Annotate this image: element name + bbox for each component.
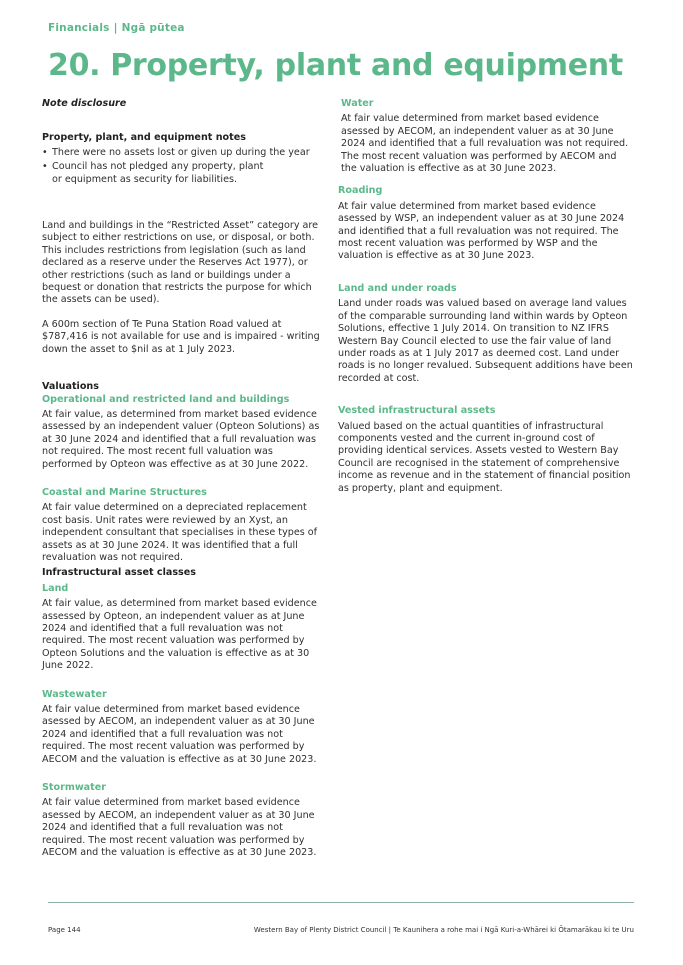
coastal-marine-text: At fair value determined on a depreciated replacement cost basis. Unit rates were reviewed by an Xyst, an independent consultant that specialises in these types of assets as at 30 June 2024. It was identified that a full revaluation was not required. [42,502,318,563]
wastewater-text: At fair value determined from market based evidence asessed by AECOM, an independent valuer as at 30 June 2024 and identified that a full revaluation was not required. The most recent valuation was performed by AECOM and the valuation is effective as at 30 June 2023. [42,704,317,765]
land-text: At fair value, as determined from market based evidence assessed by Opteon, an independent valuer as at June 2024 and identified that a full revaluation was not required. The most recent valuation was performed by Opteon Solutions and the valuation is effective as at 30 June 2022. [42,598,317,672]
restricted-assets-paragraph: Land and buildings in the “Restricted Asset” category are subject to either restrictions on use, or disposal, or both. This includes restrictions from legislation (such as land declared as a reserve under the Reserves Act 1977), or other restrictions (such as land or buildings under a bequest or donation that restricts the purpose for which the assets can be used). [42,220,319,306]
right-column [338,98,634,495]
land-under-roads-heading: Land and under roads [338,282,457,294]
ppe-notes-heading: Property, plant, and equipment notes [42,132,246,144]
wastewater-heading: Wastewater [42,688,107,700]
section-name: Financials [48,22,110,34]
ppe-notes-list [42,147,326,186]
list-item: • Council has not pledged any property, plant or equipment as security for liabilities. [42,161,326,186]
header-separator: | [113,22,118,34]
land-under-roads-text: Land under roads was valued based on average land values of the comparable surrounding land within wards by Opteon Solutions, effective 1 July 2014. On transition to NZ IFRS Western Bay Council elected to use the fair value of land under roads as at 1 July 2017 as deemed cost. Land under roads is no longer revalued. Subsequent additions have been recorded at cost. [338,298,633,384]
page-number: Page 144 [48,926,81,934]
coastal-marine-heading: Coastal and Marine Structures [42,486,207,498]
roading-text: At fair value determined from market based evidence asessed by WSP, an independent valuer as at 30 June 2024 and identified that a full revaluation was not required. The most recent valuation was performed by WSP and the valuation is effective as at 30 June 2023. [338,200,625,262]
stormwater-heading: Stormwater [42,782,106,794]
section-name-maori: Ngā pūtea [121,22,185,34]
operational-land-text: At fair value, as determined from market based evidence assessed by an independent valuer (Opteon Solutions) as at 30 June 2024 and identified that a full revaluation was not required. The most recent full valuation was performed by Opteon was effective as at 30 June 2022. [42,408,320,470]
publication-title: Western Bay of Plenty District Council | Te Kaunihera a rohe mai i Ngā Kuri-a-Whārei ki Ōtamarākau ki te Uru [253,926,634,934]
stormwater-text: At fair value determined from market based evidence asessed by AECOM, an independent valuer as at 30 June 2024 and identified that a full revaluation was not required. The most recent valuation was performed by AECOM and the valuation is effective as at 30 June 2023. [42,797,317,859]
te-puna-paragraph: A 600m section of Te Puna Station Road valued at $787,416 is not available for use and is impaired - writing down the asset to $nil as at 1 July 2023. [42,318,320,355]
list-item: • There were no assets lost or given up during the year [42,147,326,159]
section-header [48,22,185,34]
note-disclosure-label: Note disclosure [42,98,127,109]
page-title-text: Property, plant and equipment [110,48,623,83]
water-text: At fair value determined from market based evidence asessed by AECOM, an independent valuer as at 30 June 2024 and identified that a full revaluation was not required. The most recent valuation was performed by AECOM and the valuation is effective as at 30 June 2023. [341,113,629,175]
infrastructural-classes-heading: Infrastructural asset classes [42,567,196,579]
footer-divider [48,902,634,903]
vested-assets-text: Valued based on the actual quantities of infrastructural components vested and the current in-ground cost of providing identical services. Assets vested to Western Bay Council are recognised in the statement of comprehensive income as revenue and in the statement of financial position as property, plant and equipment. [338,420,631,494]
page-title [48,48,623,83]
water-heading: Water [341,98,374,109]
page-title-number: 20. [48,48,101,83]
valuations-heading: Valuations [42,381,99,393]
roading-heading: Roading [338,185,383,197]
land-heading: Land [42,582,69,594]
left-column [42,98,326,860]
operational-land-heading: Operational and restricted land and buildings [42,393,290,405]
vested-assets-heading: Vested infrastructural assets [338,405,496,417]
